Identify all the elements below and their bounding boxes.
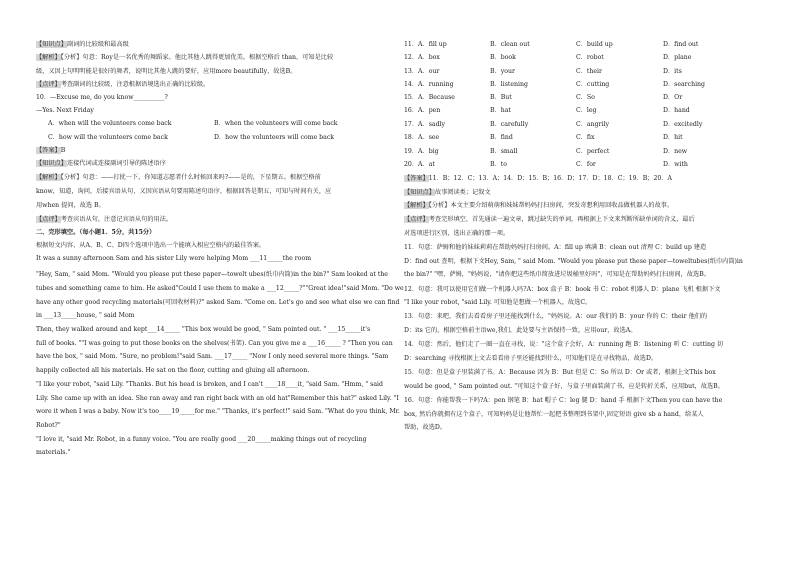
text-run: 副词的比较级和最高级 [66, 41, 129, 48]
left-text-line [36, 352, 388, 361]
choice-option: C．leg [576, 107, 597, 114]
text-run: "I like your robot, "said Lily. 可知他是想做一个机器人，故选C。 [404, 299, 592, 306]
section-tag: 【点评】 [36, 81, 61, 88]
left-text-line [36, 284, 404, 293]
right-text-line [404, 229, 509, 238]
choice-option: C．perfect [576, 148, 610, 155]
choice-option: D．searching [663, 81, 706, 88]
left-text-line [36, 241, 265, 250]
text-run: 10．—Excuse me, do you know__________? [36, 94, 168, 101]
text-run: have the box, " said Mom. "Sure, no problem!"said Sam. ___17_____ "Now I only need several more things. "Sam [36, 353, 389, 360]
answer-option: C．how will the volunteers come back [48, 134, 168, 141]
choice-option: B．find [490, 134, 513, 141]
choice-option: C．So [576, 94, 595, 101]
right-text-line [404, 312, 707, 321]
left-text-line [36, 146, 65, 155]
section-tag: 【答案】 [404, 175, 429, 182]
text-run: 16．句意：你能帮我一下吗?A：pen 钢笔 B：hat 帽子 C：leg 腿 D：hand 手 根据下文Then you can have the [404, 397, 723, 404]
text-run: the bin?" "嘿，萨姆，"妈妈说，"请你把这些纸巾简放进垃圾桶里好吗"，可知是在帮助妈妈打扫房间，故选B。 [404, 271, 710, 278]
text-run: 对选项进行区别，选出正确的那一项。 [404, 230, 510, 237]
left-text-line [36, 187, 331, 196]
choice-option: B．book [490, 54, 516, 61]
right-text-line [404, 396, 722, 405]
left-text-line [36, 215, 172, 224]
text-run: 二、完形填空。（每小题1．5分，共15分） [36, 229, 156, 236]
left-text-line [36, 254, 311, 263]
text-run: Then, they walked around and kept___14_____ "This box would be good, " Sam pointed out. " ___15_____it's [36, 326, 371, 333]
right-text-line [404, 368, 716, 377]
choice-option: 19．A．big [404, 148, 439, 155]
text-run: would be good, " Sam pointed out. "可知这个盒子好，与盒子里面装满了书，应是转折关系，应用but，故选B。 [404, 383, 724, 390]
text-run: 考查副词的比较级，注意根据语境选出正确的比较级。 [60, 81, 210, 88]
left-text-line [36, 380, 383, 389]
text-run: Robot?" [36, 422, 61, 429]
choice-option: D．hit [663, 134, 683, 141]
text-run: wore it when I was a baby. Now it's too____19_____for me." "Thanks, it's perfect!" said Sam. "What do you think, Mr. [36, 408, 400, 415]
choice-option: B．to [490, 161, 507, 168]
choice-option: D．find out [663, 41, 699, 48]
text-run: "Hey, Sam, " said Mom. "Would you please put these paper—towelt ubes(纸巾内筒)in the bin?" Sam looked at the [36, 271, 388, 278]
right-text-line [404, 298, 591, 307]
text-run: 12．句意：我可以使用它们做一个机器人吗?A：box 盒子 B：book 书 C：robot 机器人 D：plane 飞机 根据下文 [404, 286, 721, 293]
text-run: know，知道，询问，后接宾语从句，又因宾语从句要用陈述句语序，根据回答是期五，可知与时间有关，应 [36, 188, 332, 195]
text-run: D：searching 寻找根据上文去看看房子里还能找到什么，可知他们是在寻找物品，故选D。 [404, 355, 658, 362]
text-run: —Yes. Next Friday [36, 107, 94, 114]
section-tag: 【知识点】 [404, 189, 435, 196]
right-text-line [404, 340, 723, 349]
text-run: 故事阅读类；记叙文 [434, 189, 491, 196]
choice-option: C．for [576, 161, 596, 168]
choice-option: D．new [663, 148, 688, 155]
text-run: 11．句意：萨姆和他的妹妹莉莉在帮助妈妈打扫房间。A：fill up 填满 B：clean out 清理 C：build up 建造 [404, 244, 707, 251]
right-text-line [404, 215, 695, 224]
choice-option: D．Or [663, 94, 683, 101]
section-tag: 【点评】 [404, 216, 429, 223]
text-run: 15．句意：但是盒子里装满了书。A：Because 因为 B：But 但是 C：So 所以 D：Or 或者，根据上文This box [404, 369, 716, 376]
text-run: 14．句意：然后，他们走了一圈一直在寻找，说："这个盒子会好，A：running 跑 B：listening 听 C：cutting 切 [404, 341, 724, 348]
choice-option: B．clean out [490, 41, 530, 48]
answer-option: A．when will the volunteers come back [48, 120, 172, 127]
choice-option: 11．A．fill up [404, 41, 447, 48]
right-text-line [404, 188, 491, 197]
choice-option: B．small [490, 148, 518, 155]
left-text-line [36, 325, 370, 334]
choice-option: C．angrily [576, 121, 609, 128]
text-run: 【分析】句意：——打扰一下，你知道志愿者什么时候回来吗?——是的，下星期五。根据空格前 [60, 174, 321, 181]
left-text-line [36, 298, 400, 307]
right-text-line [404, 285, 720, 294]
left-text-line [36, 448, 70, 457]
choice-option: B．hat [490, 107, 511, 114]
left-text-line [36, 67, 296, 76]
choice-option: 14．A．running [404, 81, 454, 88]
choice-option: B．your [490, 68, 515, 75]
choice-option: 20．A．at [404, 161, 435, 168]
choice-option: D．hand [663, 107, 690, 114]
text-run: in ___13_____house, " said Mom [36, 312, 135, 319]
left-text-line [36, 339, 393, 348]
left-text-line [36, 40, 129, 49]
choice-option: C．cutting [576, 81, 610, 88]
left-text-line [36, 407, 400, 416]
choice-option: C．robot [576, 54, 604, 61]
choice-option: 15．A．Because [404, 94, 455, 101]
choice-option: D．plane [663, 54, 692, 61]
right-text-line [404, 257, 743, 266]
text-run: 根据短文内容，从A、B、C、D四个选项中选出一个能填入相应空格内的最佳答案。 [36, 242, 266, 249]
section-tag: 【点评】 [36, 216, 61, 223]
choice-option: B．carefully [490, 121, 529, 128]
left-text-line [36, 311, 135, 320]
choice-option: B．listening [490, 81, 528, 88]
right-text-line [404, 201, 673, 210]
left-text-line [36, 173, 321, 182]
text-run: have any other good recycling materials(可回收材料)?" asked Sam. "Come on. Let's go and see what else we can find [36, 299, 400, 306]
choice-option: 18．A．see [404, 134, 440, 141]
text-run: tubes and something came to him. He asked"Could I use them to make a ___12_____?""Great idea!"said Mom. "Do we [36, 285, 404, 292]
choice-option: D．its [663, 68, 682, 75]
choice-option: D．with [663, 161, 688, 168]
text-run: happily collected all his materials. He sat on the floor, cutting and gluing all afternoon. [36, 367, 310, 374]
answer-option: B．when the volunteers will come back [214, 120, 338, 127]
right-text-line [404, 354, 657, 363]
left-text-line [36, 394, 399, 403]
section-tag: 【知识点】 [36, 41, 67, 48]
choice-option: C．build up [576, 41, 613, 48]
text-run: 【分析】句意：Roy是一名优秀的舞蹈家。他比其他人跳得更加优美。根据空格后 than，可知是比较 [60, 54, 334, 61]
left-text-line [36, 159, 166, 168]
text-run: Lily. She came up with an idea. She ran away and ran right back with an old hat"Remember this hat?" asked Lily. "I [36, 395, 399, 402]
text-run: B [60, 147, 66, 154]
left-text-line [36, 366, 309, 375]
left-text-line [36, 421, 61, 430]
text-run: It was a sunny afternoon Sam and his sister Lily were helping Mom ___11_____the room [36, 255, 312, 262]
text-run: "I love it, "said Mr. Robot, in a funny voice. "You are really good ___20_____making things out of recycling [36, 436, 367, 443]
right-text-line [404, 326, 636, 335]
choice-option: C．fix [576, 134, 595, 141]
left-text-line [36, 270, 388, 279]
right-text-line [404, 410, 704, 419]
text-run: 13．句意：来吧，我们去看看房子里还能找到什么，"妈妈说。A：our 我们的 B：your 你的 C：their 他们的 [404, 313, 708, 320]
text-run: box, 然后你就拥有这个盒子，可知妈妈是让他帮忙一起把书整理到书架中,固定短语 give sb a hand，给某人 [404, 411, 704, 418]
text-run: 考查完形填空，首先通读一遍文章，跳过缺失的单词，再根据上下文来判断所缺单词的含义，最后 [428, 216, 695, 223]
choice-option: 17．A．sadly [404, 121, 446, 128]
text-run: 考查宾语从句，注意记宾语从句的用法。 [60, 216, 173, 223]
left-text-line [36, 80, 209, 89]
left-text-line [36, 53, 333, 62]
choice-option: C．their [576, 68, 602, 75]
text-run: materials." [36, 449, 71, 456]
text-run: full of books. ""I was going to put those books on the shelves(书架). Can you give me a ___16_____ ? "Then you can [36, 340, 393, 347]
left-text-line [36, 435, 367, 444]
text-run: 级，又因上句明明能是很好的舞者，说明比其他人跳的要好，应用more beautifully，故选B。 [36, 68, 297, 75]
text-run: 【分析】本文主要介绍萌萌和妹妹帮妈妈打扫房间，突发奇想利用回收品做机器人的故事。 [428, 202, 674, 209]
text-run: D：find out 查明，根据下文Hey, Sam, " said Mom. "Would you please put these paper—toweltubes(纸巾内筒)in [404, 258, 743, 265]
answer-option: D．how the volunteers will come back [214, 134, 335, 141]
choice-option: D．excitedly [663, 121, 703, 128]
text-run: 连接代词或连接副词引导的陈述语序 [66, 160, 166, 167]
text-run: 帮助，故选D。 [404, 424, 447, 431]
right-text-line [404, 270, 710, 279]
text-run: 用when 提问，故选 B。 [36, 202, 105, 209]
section-tag: 【答案】 [36, 147, 61, 154]
text-run: 11．B；12．C；13．A；14．D；15．B；16．D；17．D；18．C；19．B；20．A [428, 175, 672, 182]
choice-option: B．But [490, 94, 512, 101]
left-text-line [36, 93, 168, 102]
section-tag: 【解析】 [404, 202, 429, 209]
right-text-line [404, 382, 724, 391]
choice-option: 12．A．box [404, 54, 440, 61]
right-text-line [404, 174, 672, 183]
section-tag: 【知识点】 [36, 160, 67, 167]
text-run: "I like your robot, "said Lily. "Thanks. But his head is broken, and I can't ____18____it, "said Sam. "Hmm, " said [36, 381, 383, 388]
right-text-line [404, 423, 446, 432]
choice-option: 13．A．our [404, 68, 440, 75]
left-text-line [36, 106, 94, 115]
right-text-line [404, 243, 706, 252]
section-tag: 【解析】 [36, 174, 61, 181]
left-text-line [36, 228, 155, 237]
text-run: D：its 它的，根据空格前主语we,我们，此处要与主语保持一致，应用our，故选A。 [404, 327, 637, 334]
section-tag: 【解析】 [36, 54, 61, 61]
choice-option: 16．A．pen [404, 107, 441, 114]
left-text-line [36, 201, 105, 210]
